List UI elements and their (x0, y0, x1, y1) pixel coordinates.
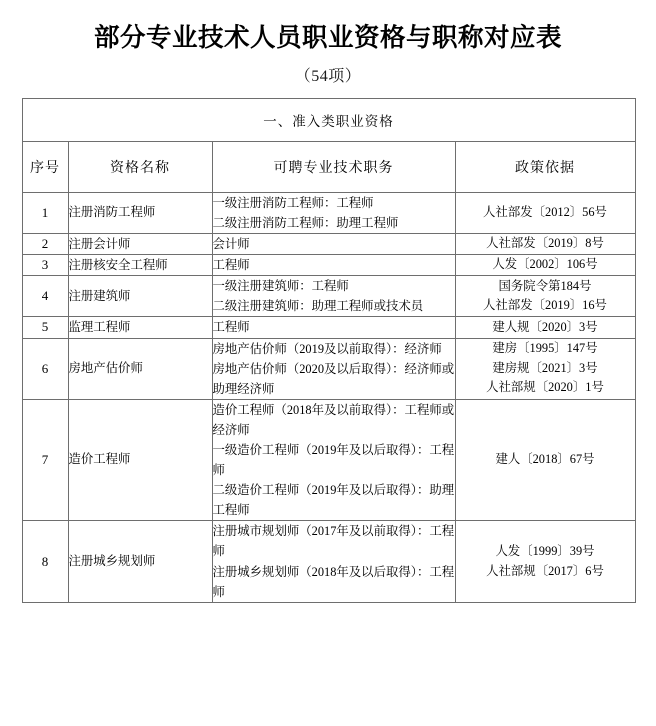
technical-post-line: 注册城市规划师（2017年及以前取得）：工程师 (212, 524, 455, 559)
table-row (22, 521, 635, 602)
policy-basis-line: 建人〔2018〕67号 (495, 452, 595, 467)
cell-policy-basis (455, 276, 635, 317)
cell-policy-basis (455, 399, 635, 521)
table-row (22, 255, 635, 276)
policy-basis-line: 建房规〔2021〕3号 (492, 360, 598, 375)
cell-policy-basis (455, 521, 635, 602)
cell-sequence-number: 5 (22, 317, 68, 338)
cell-policy-basis (455, 234, 635, 255)
technical-post-line: 房地产估价师（2020及以后取得）：经济师或助理经济师 (212, 361, 455, 396)
page-subtitle: （54项） (294, 67, 362, 85)
policy-basis-line: 人发〔2002〕106号 (492, 257, 598, 272)
policy-basis-line: 人发〔1999〕39号 (495, 543, 595, 558)
policy-basis-line: 人社部规〔2017〕6号 (486, 563, 604, 578)
technical-post-line: 造价工程师（2018年及以前取得）：工程师或经济师 (212, 402, 455, 437)
cell-technical-post (212, 276, 455, 317)
cell-policy-basis (455, 317, 635, 338)
technical-post-line: 二级造价工程师（2019年及以后取得）：助理工程师 (212, 483, 455, 518)
policy-basis-line: 建人规〔2020〕3号 (492, 319, 598, 334)
technical-post-line: 注册城乡规划师（2018年及以后取得）：工程师 (212, 564, 455, 599)
table-container (22, 98, 635, 603)
section-header-row (22, 98, 635, 141)
policy-basis-line: 国务院令第184号 (498, 278, 592, 293)
table-row (22, 234, 635, 255)
cell-qualification-name: 房地产估价师 (68, 338, 212, 399)
technical-post-line: 一级造价工程师（2019年及以后取得）：工程师 (212, 443, 455, 478)
column-header-post: 可聘专业技术职务 (212, 141, 455, 192)
cell-qualification-name: 监理工程师 (68, 317, 212, 338)
column-header-policy: 政策依据 (455, 141, 635, 192)
cell-sequence-number: 7 (22, 399, 68, 521)
technical-post-line: 工程师 (212, 320, 250, 335)
table-row (22, 317, 635, 338)
cell-technical-post (212, 338, 455, 399)
policy-basis-line: 建房〔1995〕147号 (492, 341, 598, 356)
table-row (22, 399, 635, 521)
cell-policy-basis (455, 192, 635, 233)
qualification-table (22, 98, 636, 603)
cell-technical-post (212, 234, 455, 255)
cell-technical-post (212, 399, 455, 521)
page-title: 部分专业技术人员职业资格与职称对应表 (93, 23, 562, 52)
cell-technical-post (212, 521, 455, 602)
cell-policy-basis (455, 338, 635, 399)
cell-qualification-name: 注册会计师 (68, 234, 212, 255)
technical-post-line: 房地产估价师（2019及以前取得）：经济师 (212, 341, 442, 356)
table-row (22, 276, 635, 317)
cell-technical-post (212, 317, 455, 338)
cell-sequence-number: 8 (22, 521, 68, 602)
policy-basis-line: 人社部发〔2012〕56号 (483, 205, 607, 220)
technical-post-line: 工程师 (212, 258, 250, 273)
table-row (22, 192, 635, 233)
cell-technical-post (212, 192, 455, 233)
section-header-label: 一、准入类职业资格 (22, 98, 635, 141)
cell-qualification-name: 注册消防工程师 (68, 192, 212, 233)
cell-sequence-number: 4 (22, 276, 68, 317)
cell-qualification-name: 注册核安全工程师 (68, 255, 212, 276)
technical-post-line: 一级注册建筑师：工程师 (212, 279, 349, 294)
cell-sequence-number: 3 (22, 255, 68, 276)
table-row (22, 338, 635, 399)
technical-post-line: 会计师 (212, 237, 250, 252)
cell-policy-basis (455, 255, 635, 276)
technical-post-line: 二级注册建筑师：助理工程师或技术员 (212, 299, 424, 314)
policy-basis-line: 人社部发〔2019〕8号 (486, 236, 604, 251)
technical-post-line: 一级注册消防工程师：工程师 (212, 195, 374, 210)
column-header-name: 资格名称 (68, 141, 212, 192)
cell-sequence-number: 2 (22, 234, 68, 255)
cell-technical-post (212, 255, 455, 276)
policy-basis-line: 人社部规〔2020〕1号 (486, 380, 604, 395)
cell-qualification-name: 注册城乡规划师 (68, 521, 212, 602)
technical-post-line: 二级注册消防工程师：助理工程师 (212, 215, 399, 230)
policy-basis-line: 人社部发〔2019〕16号 (483, 298, 607, 313)
column-header-seq: 序号 (22, 141, 68, 192)
column-header-row (22, 141, 635, 192)
cell-sequence-number: 1 (22, 192, 68, 233)
cell-sequence-number: 6 (22, 338, 68, 399)
cell-qualification-name: 造价工程师 (68, 399, 212, 521)
cell-qualification-name: 注册建筑师 (68, 276, 212, 317)
